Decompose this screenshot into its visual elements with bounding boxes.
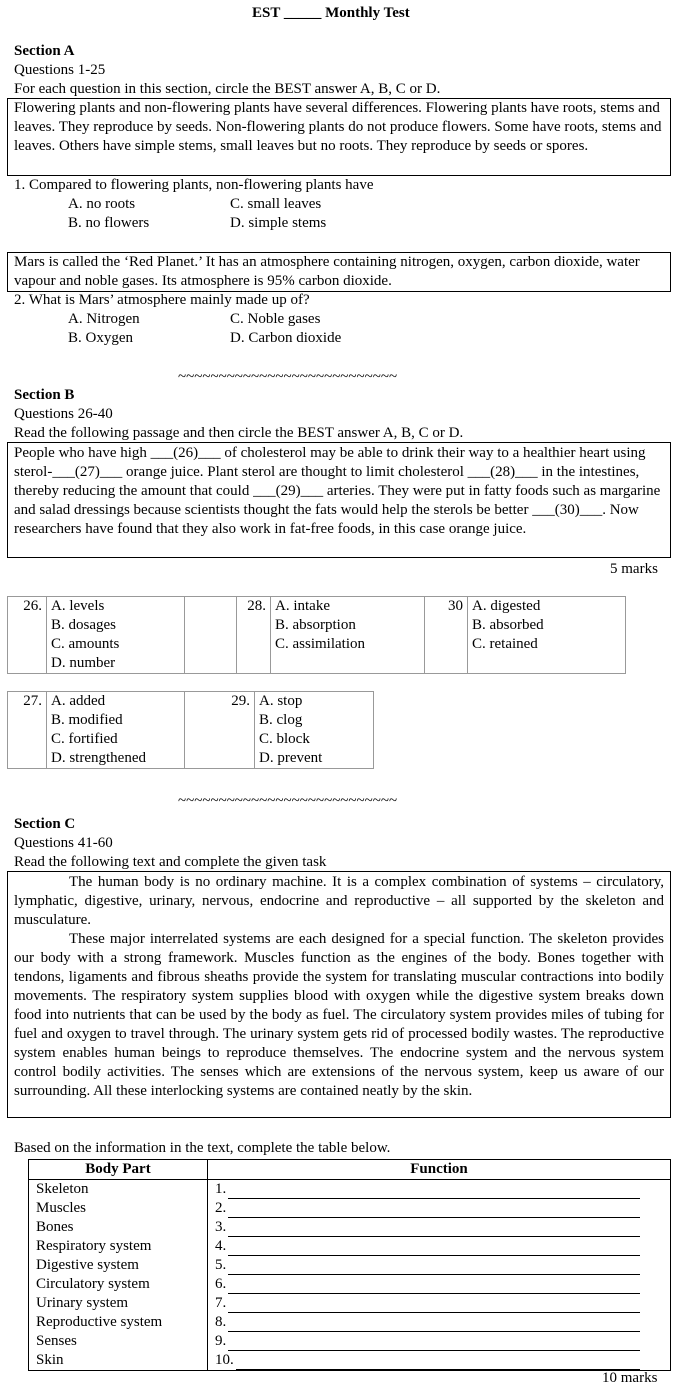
- section-c-heading: Section C: [14, 816, 76, 832]
- function-num: 5.: [215, 1257, 227, 1273]
- title-right: Monthly Test: [325, 5, 410, 21]
- function-row-5: [215, 1256, 663, 1275]
- q30-option-a[interactable]: A. digested: [472, 598, 541, 614]
- answer-blank[interactable]: [228, 1259, 640, 1275]
- options-table-2: [7, 691, 374, 769]
- body-part-reproductive: Reproductive system: [36, 1314, 163, 1330]
- q26-option-d[interactable]: D. number: [51, 655, 116, 671]
- function-num: 4.: [215, 1238, 227, 1254]
- answer-blank[interactable]: [228, 1297, 640, 1313]
- q30-number: 30: [425, 597, 468, 674]
- body-part-senses: Senses: [36, 1333, 77, 1349]
- q27-option-c[interactable]: C. fortified: [51, 731, 118, 747]
- q29-option-c[interactable]: C. block: [259, 731, 310, 747]
- q28-option-b[interactable]: B. absorption: [275, 617, 356, 633]
- function-num: 8.: [215, 1314, 227, 1330]
- q26-option-a[interactable]: A. levels: [51, 598, 105, 614]
- answer-blank[interactable]: [228, 1202, 640, 1218]
- q27-option-b[interactable]: B. modified: [51, 712, 123, 728]
- function-num: 9.: [215, 1333, 227, 1349]
- q26-options: [47, 597, 185, 674]
- function-num: 3.: [215, 1219, 227, 1235]
- q28-option-a[interactable]: A. intake: [275, 598, 330, 614]
- col-function: Function: [208, 1160, 671, 1180]
- question-2-option-d[interactable]: D. Carbon dioxide: [230, 330, 342, 346]
- question-2-option-c[interactable]: C. Noble gases: [230, 311, 321, 327]
- q28-options: [271, 597, 425, 674]
- q27-options: [47, 692, 185, 769]
- q30-option-c[interactable]: C. retained: [472, 636, 538, 652]
- section-c-para-1: The human body is no ordinary machine. It is a complex combination of systems – circulatory, lymphatic, digestive, urinary, nervous, endocrine and reproductive – all supported by the skeleton and musculature.: [14, 874, 664, 928]
- body-part-skin: Skin: [36, 1352, 64, 1368]
- q28-option-c[interactable]: C. assimilation: [275, 636, 365, 652]
- q27-option-d[interactable]: D. strengthened: [51, 750, 146, 766]
- section-b-heading: Section B: [14, 387, 75, 403]
- body-part-list: [29, 1180, 208, 1371]
- passage-3: People who have high ___(26)___ of cholesterol may be able to drink their way to a healthier heart using sterol-___(27)___ orange juice. Plant sterol are thought to limit cholesterol ___(28)___ in the intestines, thereby reducing the amount that could ___(29)___ arteries. They were put in fatty foods such as margarine and salad dressings because scientists thought the fats would help the sterols be better ___(30)___. Now researchers have found that they also work in fat-free foods, in this case orange juice.: [14, 445, 661, 537]
- question-2-stem: 2. What is Mars’ atmosphere mainly made up of?: [14, 292, 310, 308]
- question-2-option-b[interactable]: B. Oxygen: [68, 330, 133, 346]
- function-num: 6.: [215, 1276, 227, 1292]
- function-row-9: [215, 1332, 663, 1351]
- q29-option-b[interactable]: B. clog: [259, 712, 303, 728]
- title-left: EST: [252, 5, 281, 21]
- question-1-option-a[interactable]: A. no roots: [68, 196, 136, 212]
- function-list: [208, 1180, 671, 1371]
- body-part-table: [28, 1159, 671, 1371]
- answer-blank[interactable]: [236, 1354, 640, 1370]
- q26-spacer: [185, 597, 237, 674]
- q29-options: [255, 692, 374, 769]
- question-1-option-c[interactable]: C. small leaves: [230, 196, 322, 212]
- section-c-marks: 10 marks: [602, 1370, 658, 1386]
- body-part-skeleton: Skeleton: [36, 1181, 89, 1197]
- passage-2: Mars is called the ‘Red Planet.’ It has an atmosphere containing nitrogen, oxygen, carbon dioxide, water vapour and noble gases. Its atmosphere is 95% carbon dioxide.: [14, 254, 640, 289]
- body-part-respiratory: Respiratory system: [36, 1238, 152, 1254]
- divider-1: ~~~~~~~~~~~~~~~~~~~~~~~~~~~: [178, 369, 398, 385]
- q26-number: 26.: [8, 597, 47, 674]
- page-title: [252, 5, 410, 22]
- q30-options: [468, 597, 626, 674]
- q26-option-b[interactable]: B. dosages: [51, 617, 116, 633]
- function-num: 10.: [215, 1352, 234, 1368]
- question-2-option-a[interactable]: A. Nitrogen: [68, 311, 140, 327]
- answer-blank[interactable]: [228, 1335, 640, 1351]
- divider-2: ~~~~~~~~~~~~~~~~~~~~~~~~~~~: [178, 793, 398, 809]
- q27-number: 27.: [8, 692, 47, 769]
- col-body-part: Body Part: [29, 1160, 208, 1180]
- function-num: 7.: [215, 1295, 227, 1311]
- body-part-muscles: Muscles: [36, 1200, 86, 1216]
- answer-blank[interactable]: [228, 1221, 640, 1237]
- answer-blank[interactable]: [228, 1316, 640, 1332]
- section-b-instruction: Read the following passage and then circle the BEST answer A, B, C or D.: [14, 425, 464, 441]
- function-row-8: [215, 1313, 663, 1332]
- section-c-questions: Questions 41-60: [14, 835, 113, 851]
- section-c-para-2: These major interrelated systems are each designed for a special function. The skeleton provides our body with a strong framework. Muscles function as the engines of the body. Bones together with tendons, ligaments and fibrous sheaths provide the system for translating muscular contractions into bodily movements. The respiratory system supplies blood with oxygen while the digestive system breaks down food into nutrients that can be used by the body as fuel. The circulatory system provides miles of tubing for fuel and oxygen to travel through. The urinary system gets rid of processed bodily wastes. The reproductive system enables human beings to reproduce themselves. The endocrine system and the nervous system control bodily activities. The senses which are extensions of the nervous system, keep us aware of our surrounding. All these interlocking systems are contained neatly by the skin.: [14, 931, 664, 1099]
- q29-option-a[interactable]: A. stop: [259, 693, 303, 709]
- function-row-2: [215, 1199, 663, 1218]
- section-b-questions: Questions 26-40: [14, 406, 113, 422]
- q29-number: 29.: [185, 692, 255, 769]
- function-row-4: [215, 1237, 663, 1256]
- q27-option-a[interactable]: A. added: [51, 693, 106, 709]
- section-b-marks: 5 marks: [610, 561, 658, 577]
- passage-1: Flowering plants and non-flowering plants have several differences. Flowering plants have roots, stems and leaves. They reproduce by seeds. Non-flowering plants do not produce flowers. Some have roots, stems and leaves. Others have simple stems, small leaves but no roots. They reproduce by seeds or spores.: [14, 100, 662, 154]
- function-row-7: [215, 1294, 663, 1313]
- function-num: 1.: [215, 1181, 227, 1197]
- q26-option-c[interactable]: C. amounts: [51, 636, 120, 652]
- answer-blank[interactable]: [228, 1183, 640, 1199]
- section-a-questions: Questions 1-25: [14, 62, 106, 78]
- function-num: 2.: [215, 1200, 227, 1216]
- body-part-bones: Bones: [36, 1219, 74, 1235]
- function-row-10: [215, 1351, 663, 1370]
- body-part-urinary: Urinary system: [36, 1295, 129, 1311]
- section-c-instruction: Read the following text and complete the given task: [14, 854, 327, 870]
- function-row-1: [215, 1180, 663, 1199]
- question-1-option-b[interactable]: B. no flowers: [68, 215, 150, 231]
- q30-option-b[interactable]: B. absorbed: [472, 617, 544, 633]
- function-row-6: [215, 1275, 663, 1294]
- function-row-3: [215, 1218, 663, 1237]
- q29-option-d[interactable]: D. prevent: [259, 750, 323, 766]
- title-blank: _____: [283, 5, 322, 21]
- question-1-option-d[interactable]: D. simple stems: [230, 215, 327, 231]
- task-instruction: Based on the information in the text, complete the table below.: [14, 1140, 391, 1156]
- body-part-circulatory: Circulatory system: [36, 1276, 150, 1292]
- body-part-digestive: Digestive system: [36, 1257, 139, 1273]
- q28-number: 28.: [237, 597, 271, 674]
- section-a-instruction: For each question in this section, circle the BEST answer A, B, C or D.: [14, 81, 441, 97]
- answer-blank[interactable]: [228, 1240, 640, 1256]
- section-a-heading: Section A: [14, 43, 75, 59]
- question-1-stem: 1. Compared to flowering plants, non-flowering plants have: [14, 177, 374, 193]
- answer-blank[interactable]: [228, 1278, 640, 1294]
- options-table-1: [7, 596, 626, 674]
